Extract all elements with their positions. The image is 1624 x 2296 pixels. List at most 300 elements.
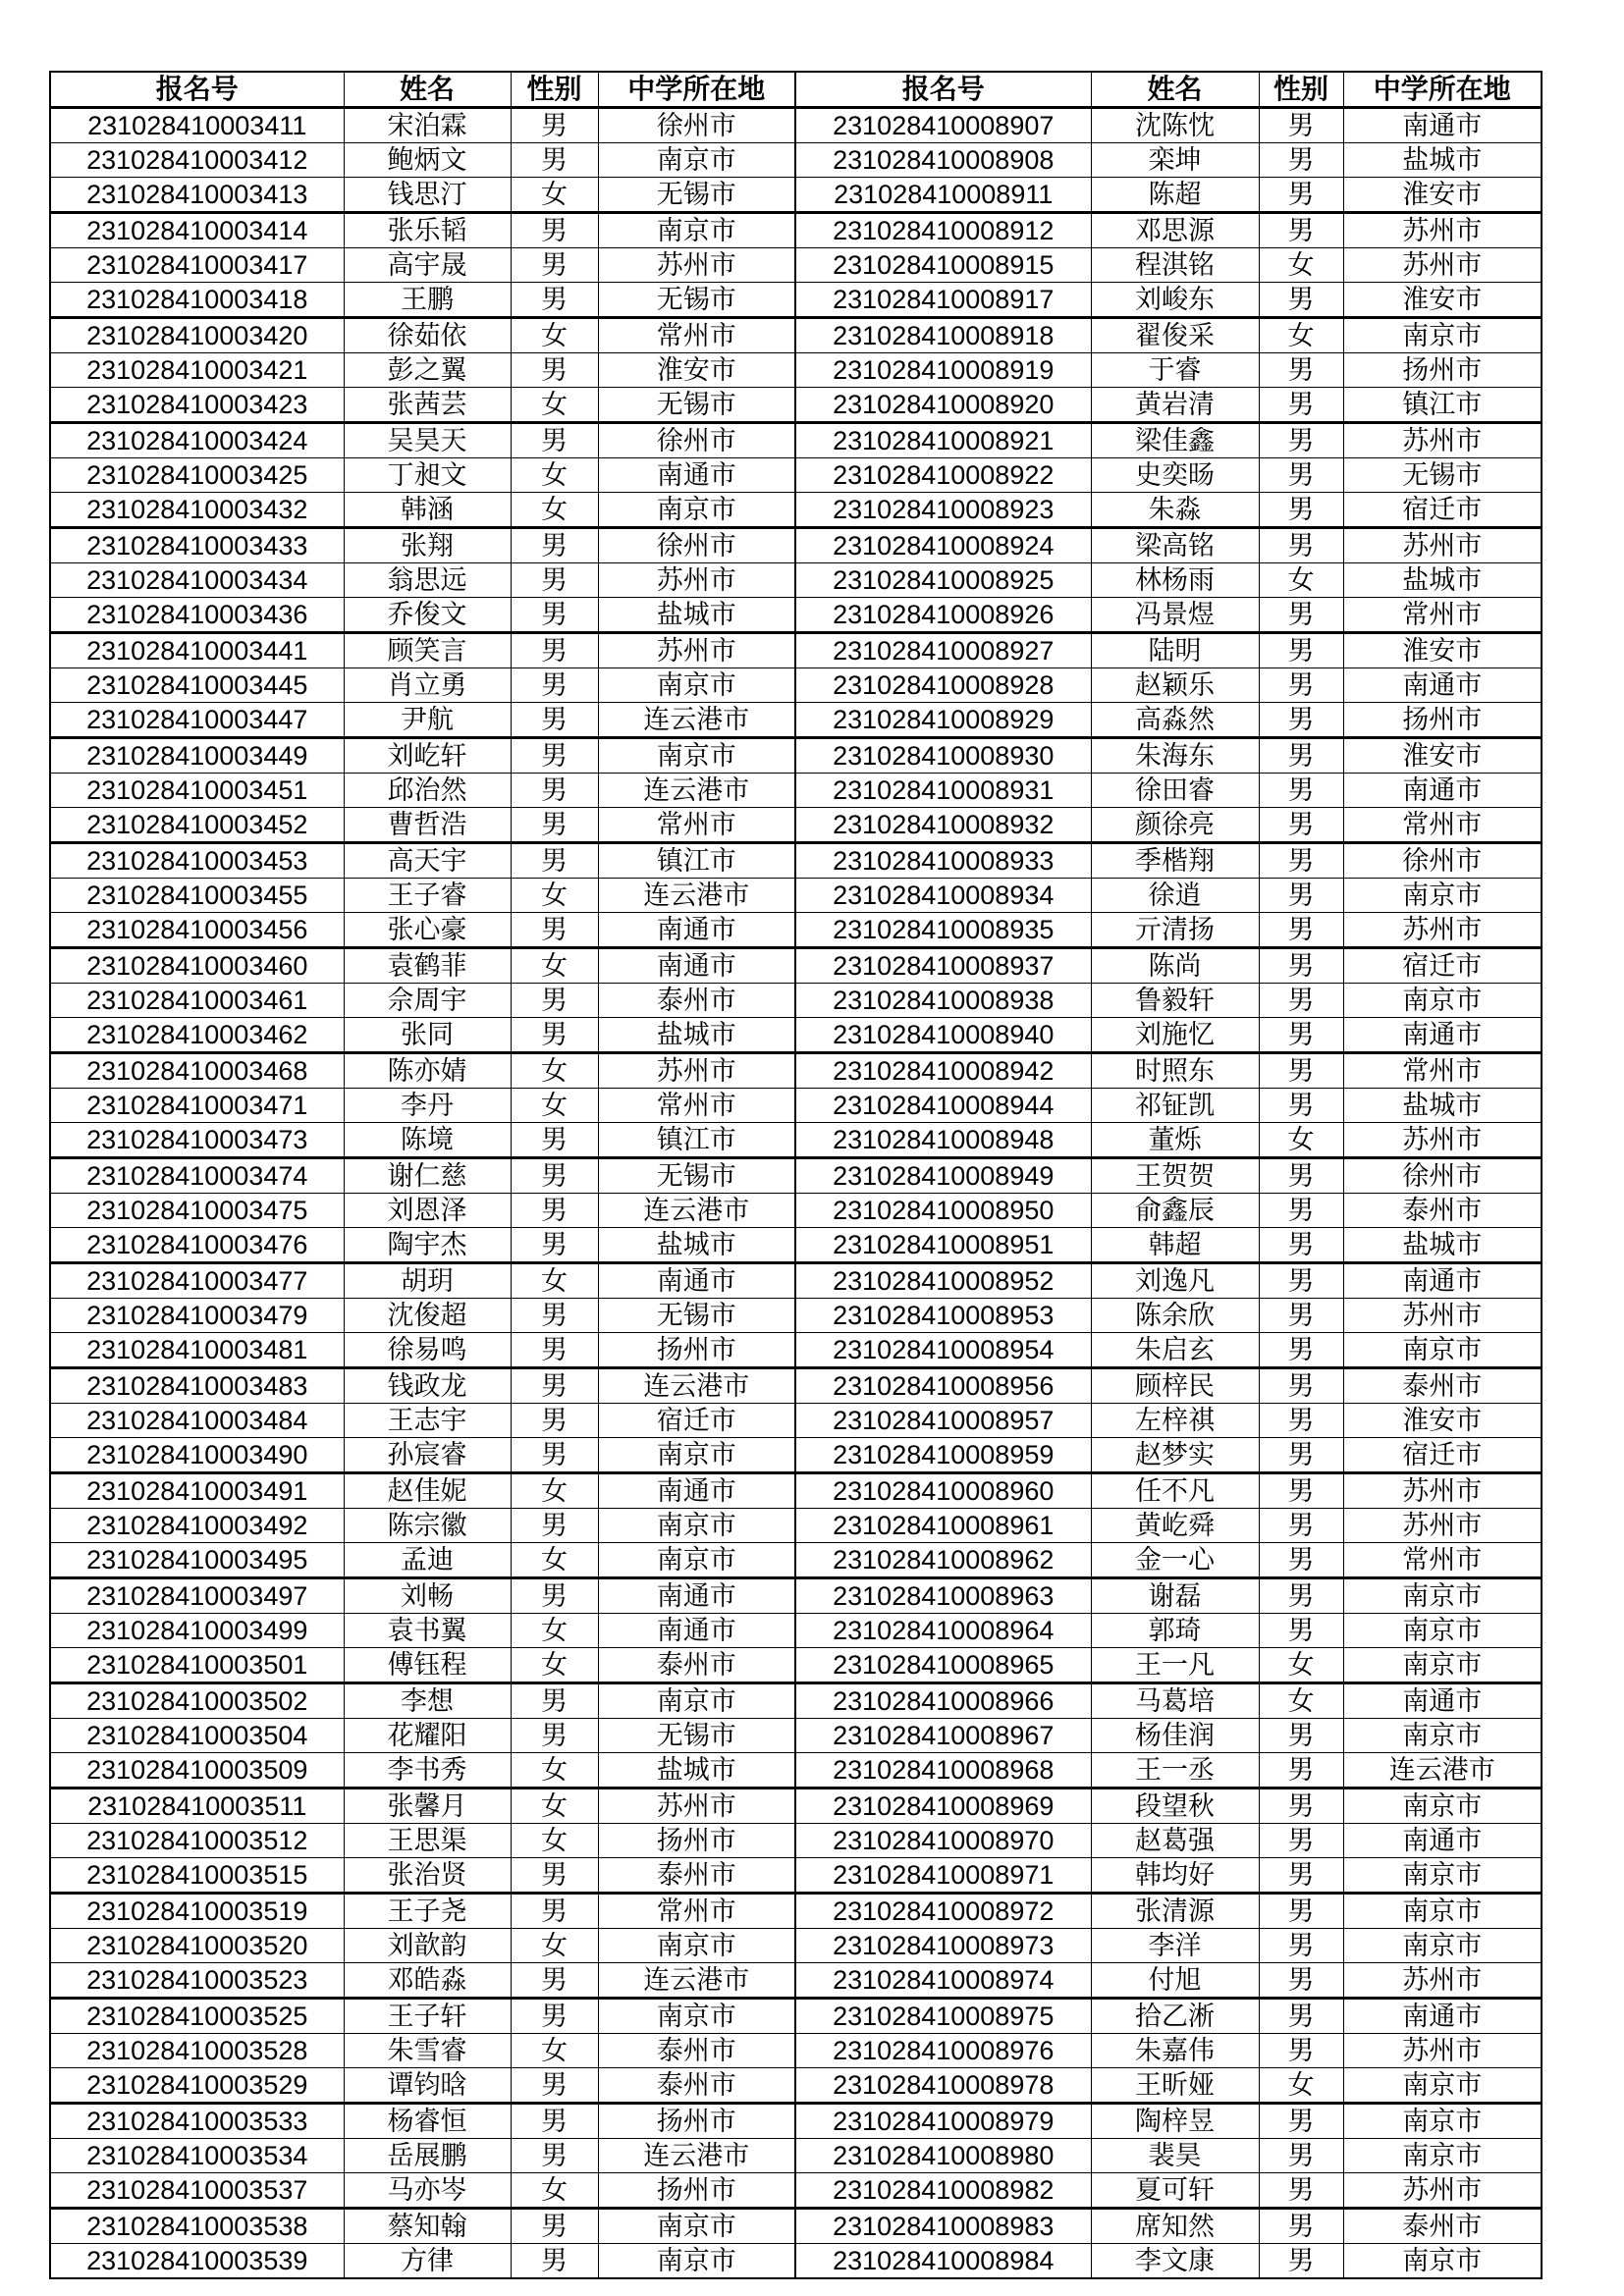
- name-cell: 陈超: [1091, 178, 1259, 213]
- school-city-cell: 南京市: [1343, 1789, 1542, 1824]
- name-cell: 亓清扬: [1091, 913, 1259, 948]
- gender-cell: 男: [1259, 1753, 1343, 1789]
- gender-cell: 男: [1259, 738, 1343, 774]
- gender-cell: 女: [511, 458, 598, 493]
- gender-cell: 男: [1259, 843, 1343, 879]
- gender-cell: 男: [1259, 2139, 1343, 2173]
- table-row: [50, 1158, 1542, 1194]
- registration-number-cell: 231028410003492: [50, 1509, 344, 1543]
- registration-number-cell: 231028410008933: [795, 843, 1091, 879]
- name-cell: 乔俊文: [344, 598, 511, 633]
- gender-cell: 男: [1259, 1158, 1343, 1194]
- gender-cell: 男: [1259, 353, 1343, 388]
- gender-cell: 女: [1259, 1123, 1343, 1158]
- table-row: [50, 1438, 1542, 1473]
- registration-number-cell: 231028410008964: [795, 1614, 1091, 1648]
- name-cell: 胡玥: [344, 1263, 511, 1299]
- school-city-cell: 常州市: [598, 318, 795, 353]
- registration-number-cell: 231028410008918: [795, 318, 1091, 353]
- school-city-cell: 镇江市: [1343, 388, 1542, 423]
- registration-number-cell: 231028410003490: [50, 1438, 344, 1473]
- school-city-cell: 南京市: [1343, 318, 1542, 353]
- school-city-cell: 宿迁市: [1343, 1438, 1542, 1473]
- registration-number-cell: 231028410008984: [795, 2244, 1091, 2279]
- column-header-school-city: 中学所在地: [1343, 72, 1542, 108]
- name-cell: 宋泊霖: [344, 108, 511, 143]
- name-cell: 刘恩泽: [344, 1194, 511, 1228]
- school-city-cell: 淮安市: [1343, 738, 1542, 774]
- gender-cell: 男: [1259, 1789, 1343, 1824]
- registration-number-cell: 231028410003504: [50, 1719, 344, 1753]
- name-cell: 袁鹤菲: [344, 948, 511, 984]
- registration-number-cell: 231028410008966: [795, 1683, 1091, 1719]
- gender-cell: 男: [511, 1333, 598, 1368]
- name-cell: 刘逸凡: [1091, 1263, 1259, 1299]
- registration-number-cell: 231028410003417: [50, 248, 344, 283]
- registration-number-cell: 231028410003520: [50, 1929, 344, 1963]
- school-city-cell: 徐州市: [598, 528, 795, 563]
- table-row: [50, 1299, 1542, 1333]
- gender-cell: 男: [511, 1194, 598, 1228]
- registration-number-cell: 231028410008912: [795, 213, 1091, 248]
- school-city-cell: 苏州市: [1343, 913, 1542, 948]
- name-cell: 高淼然: [1091, 703, 1259, 738]
- column-header-registration-number: 报名号: [795, 72, 1091, 108]
- school-city-cell: 镇江市: [598, 1123, 795, 1158]
- school-city-cell: 无锡市: [598, 178, 795, 213]
- school-city-cell: 扬州市: [598, 1824, 795, 1858]
- table-row: [50, 1404, 1542, 1438]
- registration-number-cell: 231028410008940: [795, 1018, 1091, 1053]
- gender-cell: 男: [1259, 458, 1343, 493]
- gender-cell: 男: [1259, 984, 1343, 1018]
- table-row: [50, 388, 1542, 423]
- gender-cell: 男: [511, 213, 598, 248]
- school-city-cell: 南通市: [1343, 1683, 1542, 1719]
- name-cell: 翟俊采: [1091, 318, 1259, 353]
- school-city-cell: 南京市: [1343, 2139, 1542, 2173]
- gender-cell: 男: [511, 633, 598, 668]
- school-city-cell: 苏州市: [1343, 1473, 1542, 1509]
- school-city-cell: 苏州市: [1343, 213, 1542, 248]
- name-cell: 王子睿: [344, 879, 511, 913]
- school-city-cell: 无锡市: [598, 1158, 795, 1194]
- table-row: [50, 774, 1542, 808]
- name-cell: 李想: [344, 1683, 511, 1719]
- registration-number-cell: 231028410003537: [50, 2173, 344, 2209]
- gender-cell: 男: [1259, 2173, 1343, 2209]
- gender-cell: 女: [511, 1929, 598, 1963]
- registration-number-cell: 231028410008953: [795, 1299, 1091, 1333]
- registration-number-cell: 231028410003423: [50, 388, 344, 423]
- gender-cell: 男: [511, 2209, 598, 2244]
- column-header-name: 姓名: [1091, 72, 1259, 108]
- name-cell: 徐逍: [1091, 879, 1259, 913]
- name-cell: 岳展鹏: [344, 2139, 511, 2173]
- school-city-cell: 常州市: [1343, 1543, 1542, 1578]
- table-row: [50, 1509, 1542, 1543]
- school-city-cell: 徐州市: [1343, 843, 1542, 879]
- registration-number-cell: 231028410008975: [795, 1999, 1091, 2034]
- school-city-cell: 南通市: [1343, 1018, 1542, 1053]
- gender-cell: 女: [511, 1053, 598, 1089]
- school-city-cell: 常州市: [598, 808, 795, 843]
- school-city-cell: 苏州市: [1343, 248, 1542, 283]
- name-cell: 佘周宇: [344, 984, 511, 1018]
- registration-number-cell: 231028410008954: [795, 1333, 1091, 1368]
- gender-cell: 男: [1259, 1858, 1343, 1894]
- registration-number-cell: 231028410003471: [50, 1089, 344, 1123]
- gender-cell: 女: [1259, 318, 1343, 353]
- name-cell: 彭之翼: [344, 353, 511, 388]
- gender-cell: 女: [511, 178, 598, 213]
- registration-number-cell: 231028410008938: [795, 984, 1091, 1018]
- school-city-cell: 南京市: [1343, 1858, 1542, 1894]
- gender-cell: 男: [1259, 108, 1343, 143]
- table-row: [50, 1018, 1542, 1053]
- gender-cell: 男: [1259, 528, 1343, 563]
- table-row: [50, 1999, 1542, 2034]
- gender-cell: 男: [1259, 1194, 1343, 1228]
- gender-cell: 男: [1259, 1578, 1343, 1614]
- gender-cell: 男: [511, 1858, 598, 1894]
- name-cell: 陶梓昱: [1091, 2104, 1259, 2139]
- school-city-cell: 南通市: [1343, 1263, 1542, 1299]
- gender-cell: 男: [1259, 1894, 1343, 1929]
- registration-number-cell: 231028410003497: [50, 1578, 344, 1614]
- name-cell: 左梓祺: [1091, 1404, 1259, 1438]
- name-cell: 王子尧: [344, 1894, 511, 1929]
- gender-cell: 女: [511, 493, 598, 528]
- school-city-cell: 南京市: [1343, 2068, 1542, 2104]
- name-cell: 程淇铭: [1091, 248, 1259, 283]
- gender-cell: 男: [511, 2104, 598, 2139]
- table-row: [50, 913, 1542, 948]
- gender-cell: 男: [511, 1018, 598, 1053]
- table-row: [50, 1543, 1542, 1578]
- name-cell: 王子轩: [344, 1999, 511, 2034]
- registration-number-cell: 231028410008949: [795, 1158, 1091, 1194]
- registration-number-cell: 231028410008974: [795, 1963, 1091, 1999]
- registration-number-cell: 231028410003411: [50, 108, 344, 143]
- gender-cell: 男: [511, 703, 598, 738]
- name-cell: 陈宗徽: [344, 1509, 511, 1543]
- school-city-cell: 南京市: [1343, 1614, 1542, 1648]
- registration-number-cell: 231028410003436: [50, 598, 344, 633]
- registration-number-cell: 231028410008932: [795, 808, 1091, 843]
- name-cell: 赵葛强: [1091, 1824, 1259, 1858]
- name-cell: 张清源: [1091, 1894, 1259, 1929]
- name-cell: 刘畅: [344, 1578, 511, 1614]
- gender-cell: 男: [511, 1683, 598, 1719]
- school-city-cell: 盐城市: [1343, 1228, 1542, 1263]
- gender-cell: 女: [1259, 563, 1343, 598]
- table-row: [50, 1719, 1542, 1753]
- name-cell: 黄岩清: [1091, 388, 1259, 423]
- gender-cell: 男: [1259, 423, 1343, 458]
- school-city-cell: 盐城市: [598, 1228, 795, 1263]
- table-row: [50, 633, 1542, 668]
- name-cell: 钱思汀: [344, 178, 511, 213]
- registration-number-cell: 231028410008961: [795, 1509, 1091, 1543]
- name-cell: 花耀阳: [344, 1719, 511, 1753]
- gender-cell: 男: [1259, 913, 1343, 948]
- table-row: [50, 528, 1542, 563]
- gender-cell: 男: [511, 1123, 598, 1158]
- gender-cell: 男: [1259, 668, 1343, 703]
- name-cell: 陈尚: [1091, 948, 1259, 984]
- gender-cell: 女: [511, 388, 598, 423]
- table-row: [50, 1194, 1542, 1228]
- table-row: [50, 2034, 1542, 2068]
- school-city-cell: 南通市: [1343, 668, 1542, 703]
- registration-number-cell: 231028410003495: [50, 1543, 344, 1578]
- school-city-cell: 连云港市: [1343, 1753, 1542, 1789]
- name-cell: 邱治然: [344, 774, 511, 808]
- school-city-cell: 常州市: [1343, 808, 1542, 843]
- registration-number-cell: 231028410003414: [50, 213, 344, 248]
- name-cell: 席知然: [1091, 2209, 1259, 2244]
- school-city-cell: 南京市: [1343, 2104, 1542, 2139]
- school-city-cell: 淮安市: [1343, 283, 1542, 318]
- gender-cell: 男: [1259, 1614, 1343, 1648]
- school-city-cell: 常州市: [1343, 598, 1542, 633]
- name-cell: 徐茹依: [344, 318, 511, 353]
- registration-number-cell: 231028410003512: [50, 1824, 344, 1858]
- registration-number-cell: 231028410003511: [50, 1789, 344, 1824]
- registration-number-cell: 231028410003491: [50, 1473, 344, 1509]
- school-city-cell: 连云港市: [598, 1368, 795, 1404]
- name-cell: 邓皓淼: [344, 1963, 511, 1999]
- registration-number-cell: 231028410008983: [795, 2209, 1091, 2244]
- gender-cell: 女: [511, 1614, 598, 1648]
- gender-cell: 男: [1259, 2034, 1343, 2068]
- registration-number-cell: 231028410003420: [50, 318, 344, 353]
- registration-number-cell: 231028410003425: [50, 458, 344, 493]
- registration-number-cell: 231028410008911: [795, 178, 1091, 213]
- gender-cell: 女: [511, 879, 598, 913]
- registration-number-cell: 231028410003475: [50, 1194, 344, 1228]
- registration-number-cell: 231028410008921: [795, 423, 1091, 458]
- school-city-cell: 扬州市: [598, 1333, 795, 1368]
- name-cell: 顾笑言: [344, 633, 511, 668]
- school-city-cell: 盐城市: [598, 1753, 795, 1789]
- name-cell: 陆明: [1091, 633, 1259, 668]
- gender-cell: 男: [1259, 808, 1343, 843]
- registration-number-cell: 231028410003499: [50, 1614, 344, 1648]
- school-city-cell: 泰州市: [598, 2034, 795, 2068]
- gender-cell: 男: [511, 1894, 598, 1929]
- gender-cell: 男: [511, 1228, 598, 1263]
- gender-cell: 男: [1259, 703, 1343, 738]
- name-cell: 陈余欣: [1091, 1299, 1259, 1333]
- gender-cell: 女: [511, 1263, 598, 1299]
- table-row: [50, 248, 1542, 283]
- name-cell: 朱雪睿: [344, 2034, 511, 2068]
- school-city-cell: 苏州市: [598, 1789, 795, 1824]
- name-cell: 徐田睿: [1091, 774, 1259, 808]
- registration-number-cell: 231028410003538: [50, 2209, 344, 2244]
- table-row: [50, 1929, 1542, 1963]
- name-cell: 夏可轩: [1091, 2173, 1259, 2209]
- table-row: [50, 318, 1542, 353]
- name-cell: 李洋: [1091, 1929, 1259, 1963]
- school-city-cell: 苏州市: [598, 1053, 795, 1089]
- table-row: [50, 1053, 1542, 1089]
- registration-number-cell: 231028410008935: [795, 913, 1091, 948]
- school-city-cell: 常州市: [598, 1089, 795, 1123]
- table-row: [50, 1683, 1542, 1719]
- school-city-cell: 苏州市: [1343, 1299, 1542, 1333]
- registration-number-cell: 231028410008934: [795, 879, 1091, 913]
- school-city-cell: 南京市: [1343, 2244, 1542, 2279]
- name-cell: 刘屹轩: [344, 738, 511, 774]
- school-city-cell: 南京市: [1343, 984, 1542, 1018]
- name-cell: 杨睿恒: [344, 2104, 511, 2139]
- school-city-cell: 南通市: [598, 1263, 795, 1299]
- school-city-cell: 无锡市: [1343, 458, 1542, 493]
- registration-number-cell: 231028410003455: [50, 879, 344, 913]
- gender-cell: 女: [511, 1753, 598, 1789]
- name-cell: 刘峻东: [1091, 283, 1259, 318]
- gender-cell: 男: [511, 108, 598, 143]
- name-cell: 董烁: [1091, 1123, 1259, 1158]
- school-city-cell: 徐州市: [598, 423, 795, 458]
- gender-cell: 男: [511, 1404, 598, 1438]
- school-city-cell: 连云港市: [598, 1963, 795, 1999]
- name-cell: 张馨月: [344, 1789, 511, 1824]
- registration-number-cell: 231028410008973: [795, 1929, 1091, 1963]
- name-cell: 陈亦婧: [344, 1053, 511, 1089]
- school-city-cell: 南京市: [598, 1929, 795, 1963]
- registration-number-cell: 231028410008951: [795, 1228, 1091, 1263]
- gender-cell: 男: [1259, 1999, 1343, 2034]
- name-cell: 张翔: [344, 528, 511, 563]
- name-cell: 鲍炳文: [344, 143, 511, 178]
- registration-number-cell: 231028410008924: [795, 528, 1091, 563]
- registration-number-cell: 231028410003483: [50, 1368, 344, 1404]
- registration-number-cell: 231028410003525: [50, 1999, 344, 2034]
- school-city-cell: 泰州市: [598, 1858, 795, 1894]
- school-city-cell: 盐城市: [598, 598, 795, 633]
- gender-cell: 女: [511, 1824, 598, 1858]
- name-cell: 丁昶文: [344, 458, 511, 493]
- table-row: [50, 563, 1542, 598]
- name-cell: 刘施忆: [1091, 1018, 1259, 1053]
- registration-number-cell: 231028410003434: [50, 563, 344, 598]
- registration-number-cell: 231028410008979: [795, 2104, 1091, 2139]
- name-cell: 林杨雨: [1091, 563, 1259, 598]
- school-city-cell: 南京市: [598, 738, 795, 774]
- school-city-cell: 南京市: [598, 1683, 795, 1719]
- table-row: [50, 1578, 1542, 1614]
- column-header-gender: 性别: [511, 72, 598, 108]
- table-row: [50, 2068, 1542, 2104]
- registration-number-cell: 231028410003441: [50, 633, 344, 668]
- registration-number-cell: 231028410003456: [50, 913, 344, 948]
- table-row: [50, 984, 1542, 1018]
- school-city-cell: 南通市: [598, 913, 795, 948]
- table-row: [50, 1614, 1542, 1648]
- name-cell: 谢仁慈: [344, 1158, 511, 1194]
- school-city-cell: 南京市: [598, 1509, 795, 1543]
- name-cell: 栾坤: [1091, 143, 1259, 178]
- registration-number-cell: 231028410003529: [50, 2068, 344, 2104]
- table-row: [50, 1963, 1542, 1999]
- registration-number-cell: 231028410008959: [795, 1438, 1091, 1473]
- school-city-cell: 南通市: [1343, 1824, 1542, 1858]
- name-cell: 谭钧晗: [344, 2068, 511, 2104]
- gender-cell: 男: [1259, 1263, 1343, 1299]
- registration-number-cell: 231028410003451: [50, 774, 344, 808]
- gender-cell: 女: [511, 1473, 598, 1509]
- registration-number-cell: 231028410003468: [50, 1053, 344, 1089]
- registration-number-cell: 231028410003449: [50, 738, 344, 774]
- name-cell: 时照东: [1091, 1053, 1259, 1089]
- school-city-cell: 南京市: [598, 2244, 795, 2279]
- school-city-cell: 无锡市: [598, 283, 795, 318]
- name-cell: 张同: [344, 1018, 511, 1053]
- school-city-cell: 苏州市: [1343, 2173, 1542, 2209]
- registration-number-cell: 231028410008931: [795, 774, 1091, 808]
- name-cell: 金一心: [1091, 1543, 1259, 1578]
- name-cell: 邓思源: [1091, 213, 1259, 248]
- school-city-cell: 南京市: [1343, 1333, 1542, 1368]
- registration-number-cell: 231028410008978: [795, 2068, 1091, 2104]
- school-city-cell: 常州市: [598, 1894, 795, 1929]
- name-cell: 王一丞: [1091, 1753, 1259, 1789]
- school-city-cell: 徐州市: [1343, 1158, 1542, 1194]
- name-cell: 马葛培: [1091, 1683, 1259, 1719]
- registration-number-cell: 231028410003445: [50, 668, 344, 703]
- name-cell: 钱政龙: [344, 1368, 511, 1404]
- gender-cell: 男: [1259, 774, 1343, 808]
- gender-cell: 男: [1259, 388, 1343, 423]
- gender-cell: 男: [1259, 948, 1343, 984]
- name-cell: 王一凡: [1091, 1648, 1259, 1683]
- registration-number-cell: 231028410003528: [50, 2034, 344, 2068]
- name-cell: 马亦岑: [344, 2173, 511, 2209]
- gender-cell: 男: [511, 774, 598, 808]
- table-row: [50, 2173, 1542, 2209]
- registration-number-cell: 231028410008971: [795, 1858, 1091, 1894]
- name-cell: 徐易鸣: [344, 1333, 511, 1368]
- registration-number-cell: 231028410008969: [795, 1789, 1091, 1824]
- table-row: [50, 948, 1542, 984]
- school-city-cell: 南京市: [598, 1543, 795, 1578]
- gender-cell: 男: [1259, 178, 1343, 213]
- school-city-cell: 南京市: [1343, 1648, 1542, 1683]
- registration-number-cell: 231028410008948: [795, 1123, 1091, 1158]
- gender-cell: 男: [511, 1158, 598, 1194]
- school-city-cell: 南通市: [598, 1473, 795, 1509]
- school-city-cell: 宿迁市: [598, 1404, 795, 1438]
- name-cell: 李书秀: [344, 1753, 511, 1789]
- name-cell: 张乐韬: [344, 213, 511, 248]
- school-city-cell: 南京市: [1343, 879, 1542, 913]
- name-cell: 傅钰程: [344, 1648, 511, 1683]
- gender-cell: 男: [511, 143, 598, 178]
- registration-number-cell: 231028410008925: [795, 563, 1091, 598]
- school-city-cell: 南京市: [598, 2209, 795, 2244]
- name-cell: 吴昊天: [344, 423, 511, 458]
- gender-cell: 男: [1259, 143, 1343, 178]
- school-city-cell: 常州市: [1343, 1053, 1542, 1089]
- gender-cell: 男: [511, 1999, 598, 2034]
- table-row: [50, 808, 1542, 843]
- registration-number-cell: 231028410003473: [50, 1123, 344, 1158]
- table-row: [50, 1648, 1542, 1683]
